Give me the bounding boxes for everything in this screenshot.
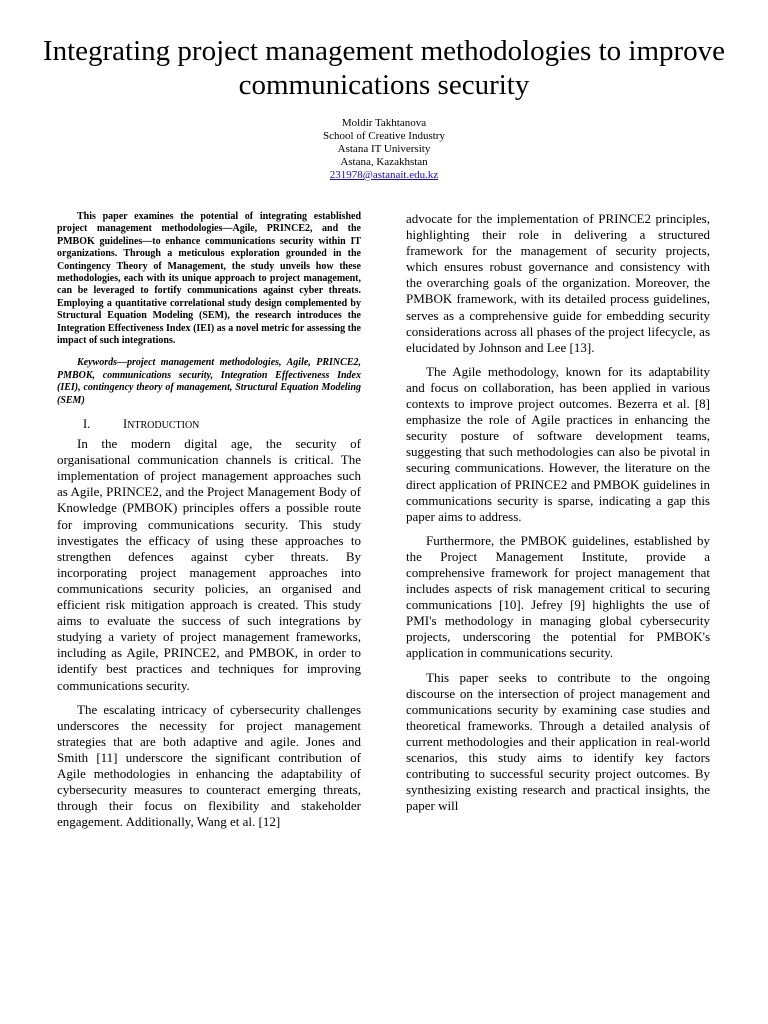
paragraph: This paper seeks to contribute to the ongoing discourse on the intersection of project management and communications security by examining case studies and theoretical frameworks. Through a detailed analysis of current methodologies and their application in real-world scenarios, this study aims to identify key factors contributing to successful security project outcomes. By synthesizing existing research and practical insights, the paper will <box>406 669 710 814</box>
right-column <box>406 211 710 822</box>
paragraph: advocate for the implementation of PRINCE2 principles, highlighting their role in delivering a structured framework for the management of security projects, which ensures robust governance and consistency with the overarching goals of the organization. Moreover, the PMBOK framework, with its detailed process guidelines, serves as a comprehensive guide for embedding security considerations across all phases of the project lifecycle, as elucidated by Johnson and Lee [13]. <box>406 211 710 355</box>
paragraph: Furthermore, the PMBOK guidelines, established by the Project Management Institute, provide a comprehensive framework for project management that includes aspects of risk management critical to securing communications [10]. Jefrey [9] highlights the use of PMI's methodology in managing global cybersecurity projects, underscoring the potential for PMBOK's application in communications security. <box>406 532 710 661</box>
paragraph: The Agile methodology, known for its adaptability and focus on collaboration, has been applied in various contexts to improve project outcomes. Bezerra et al. [8] emphasize the role of Agile practices in enhancing the security posture of software development teams, suggesting that such methodologies can also be pivotal in securing communications. However, the literature on the direct application of PRINCE2 and PMBOK guidelines in communications security is sparse, indicating a gap this paper aims to address. <box>406 363 710 524</box>
paragraph: In the modern digital age, the security of organisational communication channels is critical. The implementation of project management approaches such as Agile, PRINCE2, and the Project Management Body of Knowledge (PMBOK) principles offers a possible route for improving communications security. This study investigates the efficacy of using these approaches to strengthen defences against cyber threats. By incorporating project management approaches into communications security policies, an organised and efficient risk mitigation approach is created. This study aims to evaluate the success of such integrations by studying a variety of project management frameworks, including as Agile, PRINCE2, and PMBOK, in order to identify best practices and techniques for improving communications security. <box>57 436 361 693</box>
author-institution: Astana IT University <box>337 143 431 155</box>
section-heading-introduction <box>57 416 361 434</box>
section-title-initial: I <box>123 417 128 432</box>
section-title-rest: NTRODUCTION <box>127 420 200 432</box>
paragraph: The escalating intricacy of cybersecurity challenges underscores the necessity for project management strategies that are both adaptive and agile. Jones and Smith [11] underscore the significant contribution of Agile methodologies in enhancing the adaptability of cybersecurity measures to counteract emerging threats, through their focus on flexibility and stakeholder engagement. Additionally, Wang et al. [12] <box>57 701 361 830</box>
abstract: This paper examines the potential of integrating established project management methodologies—Agile, PRINCE2, and the PMBOK guidelines—to enhance communications security within IT organizations. Through a meticulous exploration grounded in the Contingency Theory of Management, the study unveils how these methodologies, each with its unique approach to project management, can be leveraged to fortify communications against cyber threats. Employing a quantitative correlational study design complemented by Structural Equation Modeling (SEM), the research introduces the Integration Effectiveness Index (IEI) as a novel metric for assessing the impact of such integrations. <box>57 211 361 347</box>
section-number: I. <box>83 417 91 432</box>
author-location: Astana, Kazakhstan <box>340 156 428 168</box>
keywords: Keywords—project management methodologies, Agile, PRINCE2, PMBOK, communications security, Integration Effectiveness Index (IEI), contingency theory of management, Structural Equation Modeling (SEM) <box>57 357 361 406</box>
author-department: School of Creative Industry <box>323 130 445 142</box>
left-column <box>57 211 361 838</box>
paper-title: Integrating project management methodologies to improve communications security <box>42 35 726 101</box>
author-email-link[interactable]: 231978@astanait.edu.kz <box>329 169 439 181</box>
author-name: Moldir Takhtanova <box>341 117 427 129</box>
author-block <box>184 117 584 182</box>
